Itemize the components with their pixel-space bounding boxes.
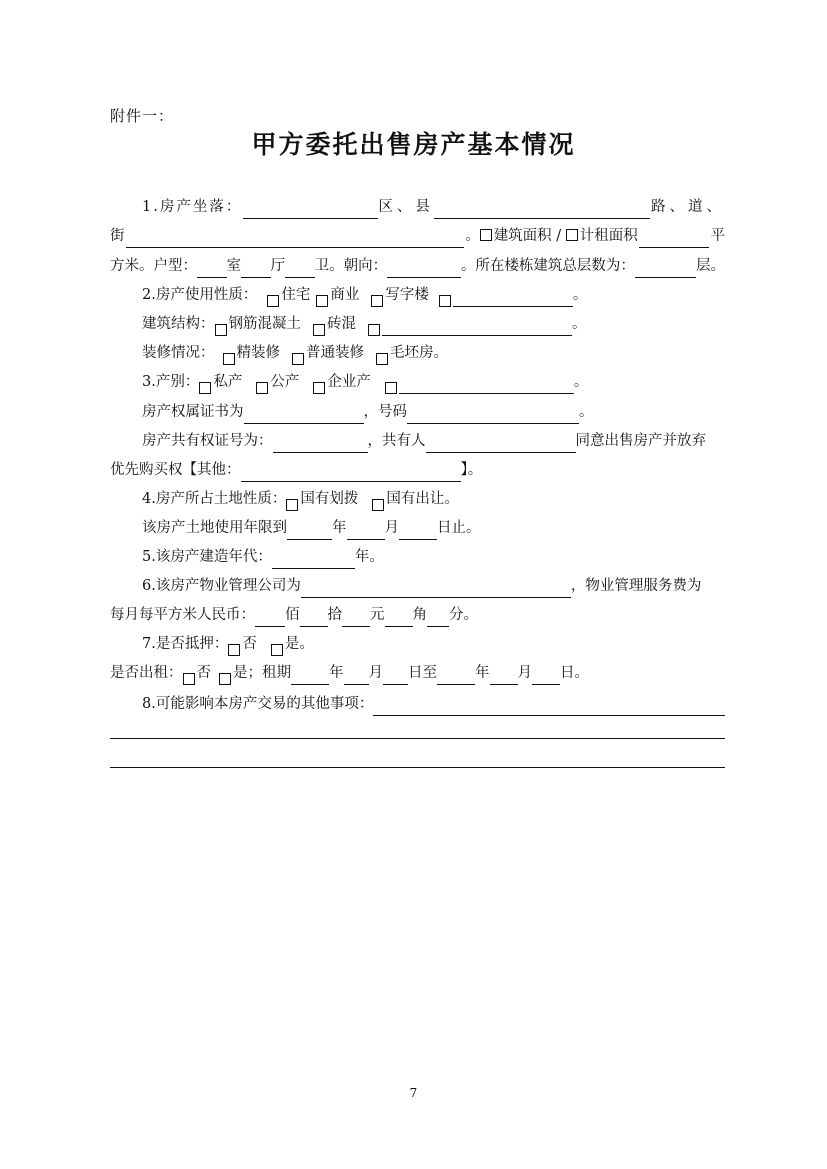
- land-year-label: 年: [332, 520, 347, 536]
- bath-field[interactable]: [285, 260, 315, 278]
- mortgage-no-checkbox[interactable]: [228, 644, 240, 656]
- land-month-label: 月: [384, 520, 399, 536]
- property-company-field[interactable]: [301, 580, 571, 598]
- private-checkbox[interactable]: [199, 382, 211, 394]
- s1-label: 1.房产坐落：: [142, 199, 243, 215]
- slash: /: [556, 228, 562, 244]
- mortgage-yes-label: 是。: [284, 636, 314, 652]
- floors-field[interactable]: [635, 260, 696, 278]
- brick-label: 砖混: [327, 316, 356, 332]
- rent-end-year-field[interactable]: [437, 667, 475, 685]
- built-area-checkbox[interactable]: [480, 229, 492, 241]
- rent-no-label: 否: [196, 665, 211, 681]
- s4-land-line: [142, 487, 725, 511]
- area-options: 。 建筑面积 / 计租面积: [465, 228, 638, 244]
- coowner-agree-label: 同意出售房产并放弃: [575, 433, 706, 449]
- private-label: 私产: [213, 374, 243, 390]
- fen-field[interactable]: [427, 609, 449, 627]
- rent-start-day-field[interactable]: [383, 667, 408, 685]
- transferred-checkbox[interactable]: [372, 499, 384, 511]
- brick-checkbox[interactable]: [313, 324, 325, 336]
- s4-term-line: [142, 516, 725, 540]
- other-matters-field-1[interactable]: [373, 698, 725, 716]
- rent-label: 是否出租：: [110, 665, 183, 681]
- ceng-label: 层。: [695, 258, 725, 274]
- s5-built-line: [142, 545, 725, 569]
- structure-other-checkbox[interactable]: [368, 324, 380, 336]
- rough-checkbox[interactable]: [376, 353, 388, 365]
- rent-end-month-label: 月: [517, 665, 532, 681]
- s7-rent-line: [110, 661, 725, 685]
- yuan-field[interactable]: [342, 609, 370, 627]
- built-year-field[interactable]: [272, 551, 355, 569]
- allocated-checkbox[interactable]: [286, 499, 298, 511]
- rent-start-month-field[interactable]: [344, 667, 369, 685]
- fine-decoration-label: 精装修: [236, 345, 280, 361]
- priority-other-field[interactable]: [241, 464, 461, 482]
- yuan-label: 元: [370, 607, 385, 623]
- decoration-label: 装修情况：: [142, 345, 215, 361]
- rent-end-day-field[interactable]: [532, 667, 560, 685]
- s6-fee-line: [110, 603, 725, 627]
- rent-end-month-field[interactable]: [490, 667, 518, 685]
- s3-priority-line: [110, 458, 725, 482]
- office-checkbox[interactable]: [371, 295, 383, 307]
- shi-field[interactable]: [300, 609, 328, 627]
- rent-area-checkbox[interactable]: [566, 229, 578, 241]
- street-label: 街: [110, 228, 125, 244]
- road-field[interactable]: [434, 201, 650, 219]
- ownership-other-field[interactable]: [399, 376, 574, 394]
- page-number: 7: [409, 1086, 418, 1100]
- district-field[interactable]: [243, 201, 378, 219]
- usage-other-field[interactable]: [453, 289, 573, 307]
- other-matters-field-2[interactable]: [110, 738, 725, 739]
- s3-certificate-line: [142, 400, 725, 424]
- s3-coowner-line: [142, 429, 725, 453]
- shi-label: 拾: [327, 607, 342, 623]
- district-label: 区、县: [378, 199, 434, 215]
- road-label: 路、道、: [650, 199, 725, 215]
- rent-start-year-field[interactable]: [291, 667, 329, 685]
- rmb-label: 每月每平方米人民币：: [110, 607, 255, 623]
- mortgage-yes-checkbox[interactable]: [271, 644, 283, 656]
- concrete-label: 钢筋混凝土: [228, 316, 301, 332]
- certificate-end: 。: [579, 404, 594, 420]
- land-term-label: 该房产土地使用年限到: [142, 520, 287, 536]
- structure-other-field[interactable]: [382, 318, 572, 336]
- s1-area-line: [110, 224, 725, 248]
- coowner-cert-label: 房产共有权证号为：: [142, 433, 273, 449]
- rent-end-day-label: 日。: [560, 665, 589, 681]
- built-area-label: 建筑面积: [493, 228, 552, 244]
- structure-end: 。: [572, 316, 587, 332]
- concrete-checkbox[interactable]: [215, 324, 227, 336]
- rent-area-label: 计租面积: [579, 228, 638, 244]
- transferred-label: 国有出让。: [386, 491, 459, 507]
- floors-label: 。所在楼栋建筑总层数为：: [460, 258, 635, 274]
- s3-ownership-line: [142, 370, 725, 394]
- s2-label: 2.房产使用性质：: [142, 287, 258, 303]
- structure-label: 建筑结构：: [142, 316, 215, 332]
- s8-label: 8.可能影响本房产交易的其他事项：: [142, 696, 374, 712]
- s7-mortgage-line: [142, 632, 725, 656]
- s3-label: 3.产别：: [142, 374, 200, 390]
- page-title: 甲方委托出售房产基本情况: [251, 130, 576, 159]
- residence-checkbox[interactable]: [267, 295, 279, 307]
- room-label: 室: [226, 258, 242, 274]
- other-matters-field-3[interactable]: [110, 767, 725, 768]
- coowner-field[interactable]: [426, 435, 576, 453]
- enterprise-checkbox[interactable]: [313, 382, 325, 394]
- rent-yes-label: 是；租期: [233, 665, 291, 681]
- coowner-label: ，共有人: [367, 433, 426, 449]
- jiao-field[interactable]: [385, 609, 413, 627]
- certificate-field[interactable]: [244, 406, 364, 424]
- usage-other-checkbox[interactable]: [439, 295, 451, 307]
- area-field[interactable]: [639, 230, 709, 248]
- land-year-field[interactable]: [287, 522, 332, 540]
- office-label: 写字楼: [385, 287, 429, 303]
- usage-end: 。: [572, 287, 588, 303]
- commercial-label: 商业: [330, 287, 360, 303]
- room-field[interactable]: [197, 260, 227, 278]
- ownership-end: 。: [573, 374, 589, 390]
- residence-label: 住宅: [281, 287, 311, 303]
- fen-label: 分。: [449, 607, 478, 623]
- rent-start-day-label: 日至: [408, 665, 437, 681]
- certificate-number-field[interactable]: [407, 406, 579, 424]
- certificate-label: 房产权属证书为: [142, 404, 244, 420]
- fee-label: ，物业管理服务费为: [570, 578, 702, 594]
- jiao-label: 角: [412, 607, 427, 623]
- s7-label: 7.是否抵押：: [142, 636, 229, 652]
- enterprise-label: 企业产: [327, 374, 371, 390]
- rent-yes-checkbox[interactable]: [219, 673, 231, 685]
- bath-label: 卫。朝向：: [314, 258, 388, 274]
- bai-label: 佰: [285, 607, 300, 623]
- mortgage-no-label: 否: [242, 636, 257, 652]
- s4-label: 4.房产所占土地性质：: [142, 491, 287, 507]
- land-day-label: 日止。: [437, 520, 481, 536]
- rent-no-checkbox[interactable]: [183, 673, 195, 685]
- s2-structure-line: [142, 312, 725, 336]
- priority-label: 优先购买权【其他：: [110, 462, 241, 478]
- normal-decoration-checkbox[interactable]: [292, 353, 304, 365]
- bai-field[interactable]: [255, 609, 285, 627]
- s8-other-line: [142, 692, 725, 716]
- certificate-number-label: ，号码: [363, 404, 407, 420]
- land-month-field[interactable]: [347, 522, 385, 540]
- s5-label: 5.该房产建造年代：: [142, 549, 272, 565]
- street-field[interactable]: [126, 230, 464, 248]
- ping-label: 平: [710, 228, 725, 244]
- rent-end-year-label: 年: [475, 665, 490, 681]
- hall-field[interactable]: [241, 260, 271, 278]
- ownership-other-checkbox[interactable]: [385, 382, 397, 394]
- normal-decoration-label: 普通装修: [306, 345, 364, 361]
- allocated-label: 国有划拨: [300, 491, 359, 507]
- public-checkbox[interactable]: [256, 382, 268, 394]
- rent-start-month-label: 月: [368, 665, 383, 681]
- s2-usage-line: [142, 283, 725, 307]
- coowner-cert-field[interactable]: [273, 435, 368, 453]
- land-day-field[interactable]: [399, 522, 437, 540]
- orientation-field[interactable]: [387, 260, 461, 278]
- commercial-checkbox[interactable]: [316, 295, 328, 307]
- hall-label: 厅: [270, 258, 286, 274]
- s1-layout-line: [110, 254, 725, 278]
- sqm-label: 方米。户型：: [110, 258, 197, 274]
- rent-start-year-label: 年: [329, 665, 344, 681]
- annex-label: 附件一：: [110, 107, 175, 125]
- built-year-label: 年。: [354, 549, 384, 565]
- rough-label: 毛坯房。: [390, 345, 448, 361]
- s2-decoration-line: [142, 341, 725, 365]
- public-label: 公产: [270, 374, 300, 390]
- s1-location-line: [142, 195, 725, 219]
- fine-decoration-checkbox[interactable]: [223, 353, 235, 365]
- priority-end: 】。: [460, 462, 483, 478]
- s6-property-line: [142, 574, 725, 598]
- s6-label: 6.该房产物业管理公司为: [142, 578, 301, 594]
